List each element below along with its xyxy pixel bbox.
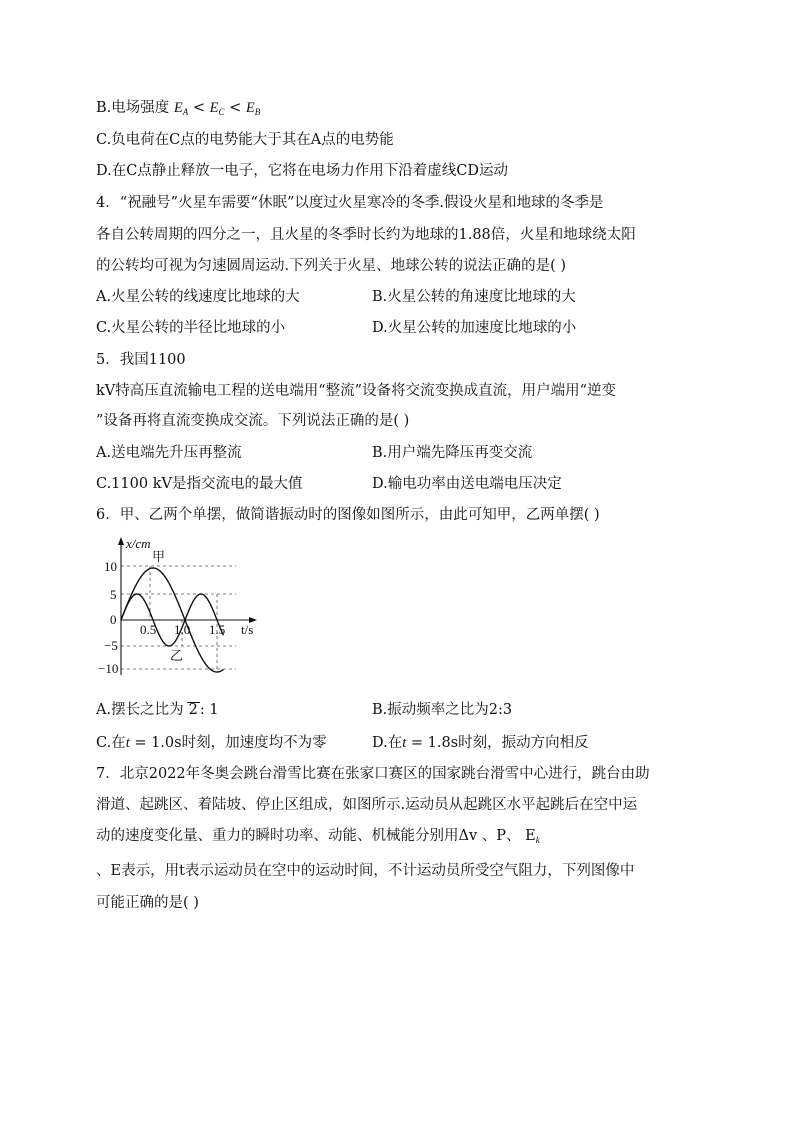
x-tick-15: 1.5 <box>209 622 226 637</box>
q6-option-d: D.在t = 1.8s时刻，振动方向相反 <box>372 735 589 751</box>
q5-stem-line-2: kV特高压直流输电工程的送电端用“整流”设备将交流变换成直流，用户端用“逆变 <box>96 383 616 399</box>
q7-stem-line-4: 、E表示，用t表示运动员在空中的运动时间，不计运动员所受空气阻力，下列图像中 <box>96 863 635 879</box>
q7-stem-line-5: 可能正确的是( ) <box>96 895 199 911</box>
q4-option-d: D.火星公转的加速度比地球的小 <box>372 320 577 336</box>
y-tick-m5: −5 <box>104 638 118 653</box>
y-tick-5: 5 <box>110 587 117 602</box>
q4-option-b: B.火星公转的角速度比地球的大 <box>372 289 576 305</box>
q4-stem-line-1: 4．“祝融号”火星车需要“休眠”以度过火星寒冷的冬季.假设火星和地球的冬季是 <box>96 195 604 211</box>
q5-stem-line-3: ”设备再将直流变换成交流。下列说法正确的是( ) <box>96 413 410 429</box>
oscillation-graph <box>98 534 274 676</box>
q5-option-a: A.送电端先升压再整流 <box>96 445 242 461</box>
q7-stem-line-1: 7．北京2022年冬奥会跳台滑雪比赛在张家口赛区的国家跳台滑雪中心进行，跳台由助 <box>96 766 650 782</box>
x-tick-05: 0.5 <box>140 622 157 637</box>
q3-option-d: D.在C点静止释放一电子，它将在电场力作用下沿着虚线CD运动 <box>96 163 509 179</box>
q4-stem-line-3: 的公转均可视为匀速圆周运动.下列关于火星、地球公转的说法正确的是( ) <box>96 258 567 274</box>
q6-option-a: A.摆长之比为 2 : 1 <box>96 702 219 718</box>
q4-stem-line-2: 各自公转周期的四分之一，且火星的冬季时长约为地球的1.88倍，火星和地球绕太阳 <box>96 227 636 243</box>
y-axis-arrow <box>118 537 124 545</box>
q5-option-d: D.输电功率由送电端电压决定 <box>372 476 562 492</box>
y-axis-label: x/cm <box>126 536 151 551</box>
q6-option-c: C.在t = 1.0s时刻，加速度均不为零 <box>96 735 327 751</box>
q4-option-c: C.火星公转的半径比地球的小 <box>96 320 286 336</box>
q6-option-b: B.振动频率之比为2:3 <box>372 702 513 718</box>
q3-option-c: C.负电荷在C点的电势能大于其在A点的电势能 <box>96 132 394 148</box>
q3-option-b: B.电场强度 $E_A < E_C < E_B$ <box>96 100 261 117</box>
q6-stem-line-1: 6．甲、乙两个单摆，做简谐振动时的图像如图所示，由此可知甲，乙两单摆( ) <box>96 507 600 523</box>
series-label-jia: 甲 <box>152 549 166 564</box>
y-tick-0: 0 <box>110 612 117 627</box>
q7-stem-line-2: 滑道、起跳区、着陆坡、停止区组成，如图所示.运动员从起跳区水平起跳后在空中运 <box>96 797 638 813</box>
q4-option-a: A.火星公转的线速度比地球的大 <box>96 289 300 305</box>
series-label-yi: 乙 <box>170 648 184 663</box>
y-tick-m10: −10 <box>98 661 119 676</box>
y-tick-10: 10 <box>104 559 117 574</box>
q5-option-b: B.用户端先降压再变交流 <box>372 445 533 461</box>
x-axis-label: t/s <box>241 622 254 637</box>
x-tick-10: 1.0 <box>174 622 191 637</box>
q5-stem-line-1: 5．我国1100 <box>96 352 186 368</box>
q5-option-c: C.1100 kV是指交流电的最大值 <box>96 476 303 492</box>
q7-stem-line-3: 动的速度变化量、重力的瞬时功率、动能、机械能分别用Δv 、P、 $E_k$ <box>96 828 540 845</box>
